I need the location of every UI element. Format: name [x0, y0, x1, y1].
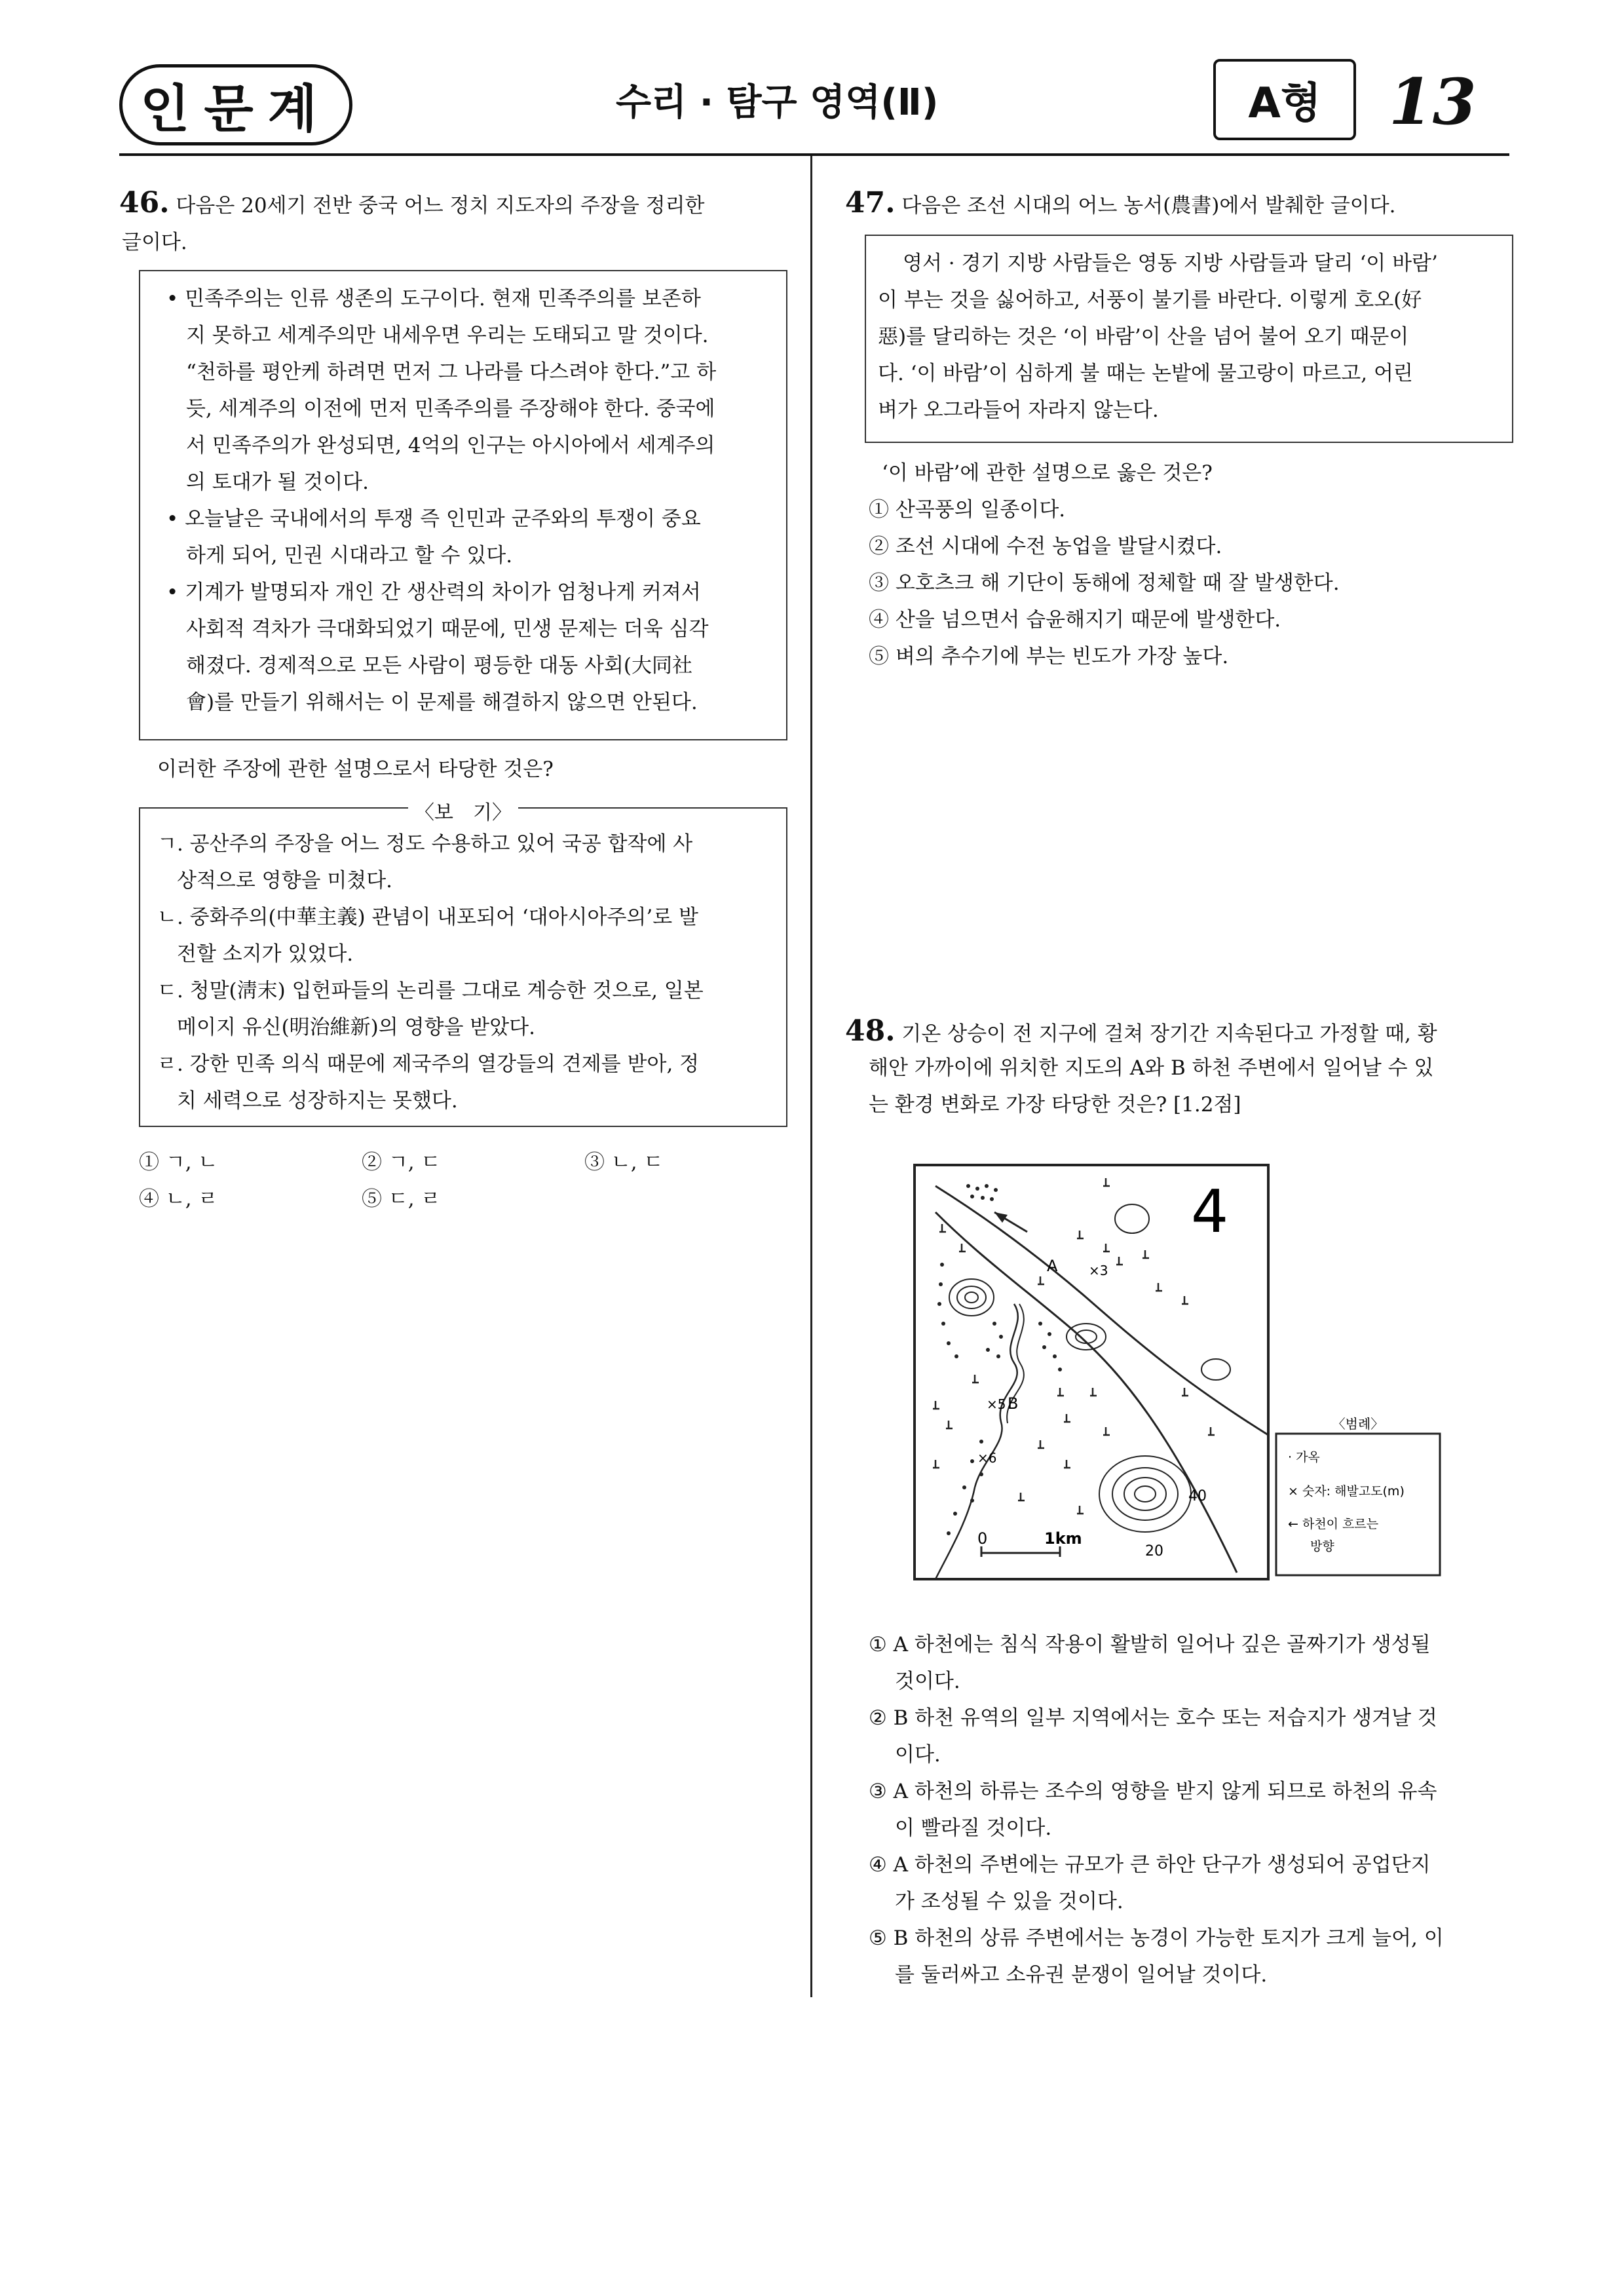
q47-stem: [845, 185, 1396, 224]
contour-label-40: 40: [1188, 1488, 1207, 1504]
q48-choice-4-cont: 가 조성될 수 있을 것이다.: [895, 1890, 1124, 1913]
q46-stem: [119, 185, 794, 261]
q46-passage-line: 하게 되어, 민권 시대라고 할 수 있다.: [186, 544, 513, 567]
legend-item-flow-2: 방향: [1310, 1539, 1334, 1554]
q47-passage-box: [865, 235, 1513, 443]
house-dots: [937, 1184, 1062, 1535]
q47-passage-line: 영서 · 경기 지방 사람들은 영동 지방 사람들과 달리 ‘이 바람’: [903, 252, 1438, 275]
q47-passage-line: 惡)를 달리하는 것은 ‘이 바람’이 산을 넘어 불어 오기 때문이: [878, 325, 1409, 349]
q48-number: 48.: [845, 1014, 896, 1048]
q48-choices: [869, 1626, 1517, 1993]
q46-passage-line: • 오늘날은 국내에서의 투쟁 즉 인민과 군주와의 투쟁이 중요: [166, 507, 701, 531]
contour-label-20: 20: [1145, 1543, 1163, 1559]
q46-choice-4[interactable]: ④ ㄴ, ㄹ: [139, 1187, 218, 1211]
legend-title: 〈범례〉: [1332, 1416, 1384, 1432]
legend-item-house: · 가옥: [1288, 1450, 1320, 1464]
spot-height-6: ×6: [977, 1450, 997, 1466]
q46-choice-2[interactable]: ② ㄱ, ㄷ: [362, 1151, 441, 1174]
q46-bogi-line: ㄷ. 청말(淸末) 입헌파들의 논리를 그대로 계승한 것으로, 일본: [157, 979, 704, 1003]
q46-bogi-line: 치 세력으로 성장하지는 못했다.: [177, 1089, 458, 1113]
q48-choice-3[interactable]: ③ A 하천의 하류는 조수의 영향을 받지 않게 되므로 하천의 유속: [869, 1780, 1437, 1803]
q48-choice-4[interactable]: ④ A 하천의 주변에는 규모가 큰 하안 단구가 생성되어 공업단지: [869, 1853, 1431, 1877]
q46-bogi-line: 메이지 유신(明治維新)의 영향을 받았다.: [177, 1016, 535, 1039]
north-mark: 4: [1191, 1177, 1229, 1246]
q48-choice-2[interactable]: ② B 하천 유역의 일부 지역에서는 호수 또는 저습지가 생겨날 것: [869, 1706, 1437, 1730]
page-title: 수리 · 탐구 영역(Ⅱ): [616, 81, 939, 124]
q48-stem-line-2: 해안 가까이에 위치한 지도의 A와 B 하천 주변에서 일어날 수 있: [869, 1056, 1434, 1080]
legend-item-height: × 숫자: 해발고도(m): [1288, 1484, 1405, 1499]
q46-stem-line-2: 글이다.: [122, 231, 187, 254]
q46-bogi-title: 〈보 기〉: [408, 801, 518, 824]
q46-bogi-line: 상적으로 영향을 미쳤다.: [177, 869, 393, 892]
section-badge: 인문계: [119, 64, 352, 145]
q47-stem-text: 다음은 조선 시대의 어느 농서(農書)에서 발췌한 글이다.: [901, 194, 1396, 218]
q48-choice-5[interactable]: ⑤ B 하천의 상류 주변에서는 농경이 가능한 토지가 크게 늘어, 이: [869, 1926, 1444, 1950]
q46-bogi-line: ㄹ. 강한 민족 의식 때문에 제국주의 열강들의 견제를 받아, 정: [157, 1052, 700, 1076]
q46-number: 46.: [119, 186, 170, 220]
q48-choice-1-cont: 것이다.: [895, 1670, 960, 1693]
scale-km: 1km: [1044, 1529, 1082, 1548]
river-a-label: A: [1047, 1257, 1058, 1275]
column-divider: [810, 156, 812, 1997]
q47-question: ‘이 바람’에 관한 설명으로 옳은 것은?: [882, 461, 1213, 485]
q46-passage-line: • 민족주의는 인류 생존의 도구이다. 현재 민족주의를 보존하: [166, 287, 701, 311]
q47-passage-line: 이 부는 것을 싫어하고, 서풍이 불기를 바란다. 이렇게 호오(好: [878, 288, 1422, 312]
q46-passage-line: 지 못하고 세계주의만 내세우면 우리는 도태되고 말 것이다.: [186, 324, 709, 347]
hill-contours: [949, 1204, 1230, 1532]
q48-choice-1[interactable]: ① A 하천에는 침식 작용이 활발히 일어나 깊은 골짜기가 생성될: [869, 1633, 1431, 1656]
q46-passage-line: 사회적 격차가 극대화되었기 때문에, 민생 문제는 더욱 심각: [186, 617, 709, 641]
q46-bogi-line: 전할 소지가 있었다.: [177, 942, 354, 966]
spot-height-3: ×3: [1089, 1263, 1108, 1278]
river-b: [935, 1304, 1018, 1579]
q48-choice-5-cont: 를 둘러싸고 소유권 분쟁이 일어날 것이다.: [895, 1963, 1268, 1987]
spot-height-5: ×5: [987, 1396, 1006, 1412]
q46-passage-line: • 기계가 발명되자 개인 간 생산력의 차이가 엄청나게 커져서: [166, 581, 701, 604]
q46-choice-1[interactable]: ① ㄱ, ㄴ: [139, 1151, 218, 1174]
q48-choice-2-cont: 이다.: [895, 1743, 941, 1767]
q46-question: 이러한 주장에 관한 설명으로서 타당한 것은?: [157, 757, 554, 781]
river-a-bank-lower: [935, 1212, 1237, 1573]
q46-passage-line: “천하를 평안케 하려면 먼저 그 나라를 다스려야 한다.”고 하: [186, 360, 717, 384]
q47-choice-4[interactable]: ④ 산을 넘으면서 습윤해지기 때문에 발생한다.: [869, 608, 1281, 632]
q46-bogi-box: [139, 801, 787, 1127]
q48-stem-line-1: 기온 상승이 전 지구에 걸쳐 장기간 지속된다고 가정할 때, 황: [901, 1022, 1437, 1046]
river-b-label: B: [1008, 1394, 1019, 1413]
q47-choice-1[interactable]: ① 산곡풍의 일종이다.: [869, 498, 1066, 522]
q48-map: [909, 1160, 1446, 1586]
q46-passage-line: 해졌다. 경제적으로 모든 사람이 평등한 대동 사회(大同社: [186, 654, 692, 678]
page-number: 13: [1389, 65, 1477, 139]
q47-choice-3[interactable]: ③ 오호츠크 해 기단이 동해에 정체할 때 잘 발생한다.: [869, 571, 1340, 595]
q46-choice-5[interactable]: ⑤ ㄷ, ㄹ: [362, 1187, 441, 1211]
q46-choice-3[interactable]: ③ ㄴ, ㄷ: [584, 1151, 664, 1174]
exam-type-box: A형: [1213, 59, 1356, 140]
q46-passage-line: 의 토대가 될 것이다.: [186, 470, 369, 494]
q46-bogi-line: ㄴ. 중화주의(中華主義) 관념이 내포되어 ‘대아시아주의’로 발: [157, 906, 698, 929]
q48-stem-line-3: 는 환경 변화로 가장 타당한 것은? [1.2점]: [869, 1093, 1241, 1117]
scale-zero: 0: [977, 1529, 988, 1548]
q46-passage-line: 듯, 세계주의 이전에 먼저 민족주의를 주장해야 한다. 중국에: [186, 397, 715, 421]
q46-bogi-line: ㄱ. 공산주의 주장을 어느 정도 수용하고 있어 국공 합작에 사: [157, 832, 693, 856]
q48-stem: [845, 1013, 1513, 1123]
q47-passage-line: 벼가 오그라들어 자라지 않는다.: [878, 398, 1159, 422]
q46-choices: [139, 1144, 794, 1217]
q46-passage-line: 會)를 만들기 위해서는 이 문제를 해결하지 않으면 안된다.: [186, 691, 698, 714]
q46-passage-box: [139, 270, 787, 740]
q46-stem-line-1: 다음은 20세기 전반 중국 어느 정치 지도자의 주장을 정리한: [176, 194, 705, 218]
legend-item-flow: ← 하천이 흐르는: [1288, 1517, 1379, 1531]
q47-question-block: [869, 455, 1511, 675]
q47-passage-line: 다. ‘이 바람’이 심하게 불 때는 논밭에 물고랑이 마르고, 어린: [878, 362, 1413, 385]
q47-number: 47.: [845, 186, 896, 220]
q46-passage-line: 서 민족주의가 완성되면, 4억의 인구는 아시아에서 세계주의: [186, 434, 715, 457]
header-rule: [119, 153, 1509, 156]
q48-choice-3-cont: 이 빨라질 것이다.: [895, 1816, 1052, 1840]
q47-choice-5[interactable]: ⑤ 벼의 추수기에 부는 빈도가 가장 높다.: [869, 645, 1229, 668]
q47-choice-2[interactable]: ② 조선 시대에 수전 농업을 발달시켰다.: [869, 535, 1222, 558]
